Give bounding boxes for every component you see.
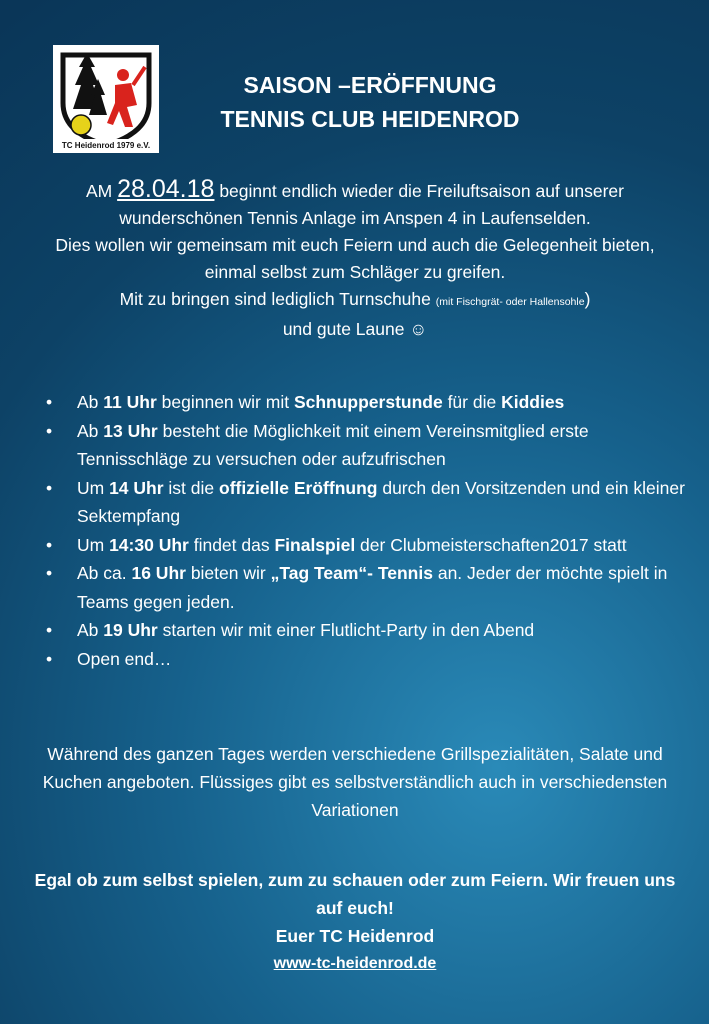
schedule-text-b: 13 Uhr bbox=[103, 420, 158, 441]
closing-signature: Euer TC Heidenrod bbox=[275, 926, 435, 946]
player-head-icon bbox=[117, 69, 129, 81]
closing-line-1: Egal ob zum selbst spielen, zum zu schauen oder zum Feiern. Wir freuen uns auf euch! bbox=[34, 870, 676, 918]
schedule-text-a: Ab ca. bbox=[77, 563, 132, 583]
schedule-text-c: bieten wir bbox=[185, 563, 271, 583]
schedule-text-b: 14 Uhr bbox=[109, 477, 164, 498]
schedule-item bbox=[40, 388, 690, 417]
schedule-text-d: Finalspiel bbox=[274, 534, 356, 555]
schedule-text-a: Um bbox=[77, 534, 110, 555]
schedule-text-c: beginnen wir mit bbox=[156, 392, 294, 412]
event-schedule bbox=[40, 388, 690, 673]
schedule-text-c: starten wir mit einer Flutlicht-Party in den Abend bbox=[157, 620, 535, 640]
bullet-icon: • bbox=[46, 477, 53, 498]
schedule-item bbox=[40, 559, 690, 616]
schedule-text-c: findet das bbox=[188, 534, 275, 555]
intro-paragraph-2: Dies wollen wir gemeinsam mit euch Feiern und auch die Gelegenheit bieten, einmal selbst zum Schläger zu greifen. bbox=[55, 235, 655, 282]
schedule-text-e: an. Jeder der möchte spielt in Teams gegen jeden. bbox=[77, 563, 668, 612]
schedule-text-a: Ab bbox=[77, 620, 104, 640]
intro-paragraph-3 bbox=[40, 286, 670, 316]
schedule-text-d: offizielle Eröffnung bbox=[219, 477, 378, 498]
schedule-text-b: 16 Uhr bbox=[131, 563, 186, 583]
intro-shoes-note: (mit Fischgrät- oder Hallensohle bbox=[435, 296, 585, 308]
intro-paragraph-1 bbox=[40, 176, 670, 232]
schedule-item bbox=[40, 474, 690, 531]
schedule-text-a: Open end… bbox=[77, 648, 172, 669]
schedule-item bbox=[40, 531, 690, 560]
schedule-item bbox=[40, 645, 690, 674]
schedule-item bbox=[40, 417, 690, 474]
title-line-2: TENNIS CLUB HEIDENROD bbox=[220, 106, 520, 132]
schedule-text-b: 14:30 Uhr bbox=[109, 534, 189, 555]
intro-text bbox=[40, 176, 670, 343]
schedule-text-e: durch den Vorsitzenden und ein kleiner Sektempfang bbox=[77, 477, 685, 526]
bullet-icon: • bbox=[46, 563, 53, 583]
event-date: 28.04.18 bbox=[117, 175, 215, 203]
logo-graphic bbox=[53, 45, 159, 153]
schedule-text-a: Um bbox=[77, 477, 110, 498]
bullet-icon: • bbox=[46, 648, 53, 669]
website-link[interactable]: www-tc-heidenrod.de bbox=[273, 955, 437, 972]
food-info: Während des ganzen Tages werden verschiedene Grillspezialitäten, Salate und Kuchen angeboten. Flüssiges gibt es selbstverständlich auch in verschiedensten Variationen bbox=[42, 744, 668, 820]
schedule-text-b: 19 Uhr bbox=[103, 620, 158, 640]
schedule-text-a: Ab bbox=[77, 420, 104, 441]
schedule-text-d: „Tag Team“- Tennis bbox=[270, 563, 433, 583]
logo-text: TC Heidenrod 1979 e.V. bbox=[61, 141, 151, 150]
schedule-text-e: der Clubmeisterschaften2017 statt bbox=[355, 534, 627, 555]
bullet-icon: • bbox=[46, 420, 53, 441]
intro-paren: ) bbox=[584, 289, 591, 309]
intro-rest: beginnt endlich wieder die Freiluftsaison auf unserer wunderschönen Tennis Anlage im Anspen 4 in Laufenselden. bbox=[119, 181, 624, 228]
intro-prefix: AM bbox=[86, 181, 118, 201]
schedule-text-c: besteht die Möglichkeit mit einem Vereinsmitglied erste Tennisschläge zu versuchen oder aufzufrischen bbox=[77, 420, 589, 469]
schedule-text-c: ist die bbox=[163, 477, 219, 498]
intro-mood: und gute Laune ☺ bbox=[282, 319, 428, 339]
schedule-text-f: Kiddies bbox=[501, 392, 565, 412]
club-logo bbox=[53, 45, 159, 153]
schedule-item bbox=[40, 616, 690, 645]
tennis-ball-icon bbox=[71, 115, 91, 135]
bullet-icon: • bbox=[46, 392, 53, 412]
schedule-text-b: 11 Uhr bbox=[103, 392, 157, 412]
schedule-text-a: Ab bbox=[77, 392, 104, 412]
bullet-icon: • bbox=[46, 620, 53, 640]
bullet-icon: • bbox=[46, 534, 53, 555]
title-line-1: SAISON –ERÖFFNUNG bbox=[243, 72, 497, 98]
page-title bbox=[160, 68, 580, 136]
intro-shoes: Mit zu bringen sind lediglich Turnschuhe bbox=[119, 289, 436, 309]
closing-text bbox=[30, 866, 680, 978]
schedule-text-d: Schnupperstunde bbox=[293, 392, 443, 412]
schedule-text-e: für die bbox=[442, 392, 502, 412]
